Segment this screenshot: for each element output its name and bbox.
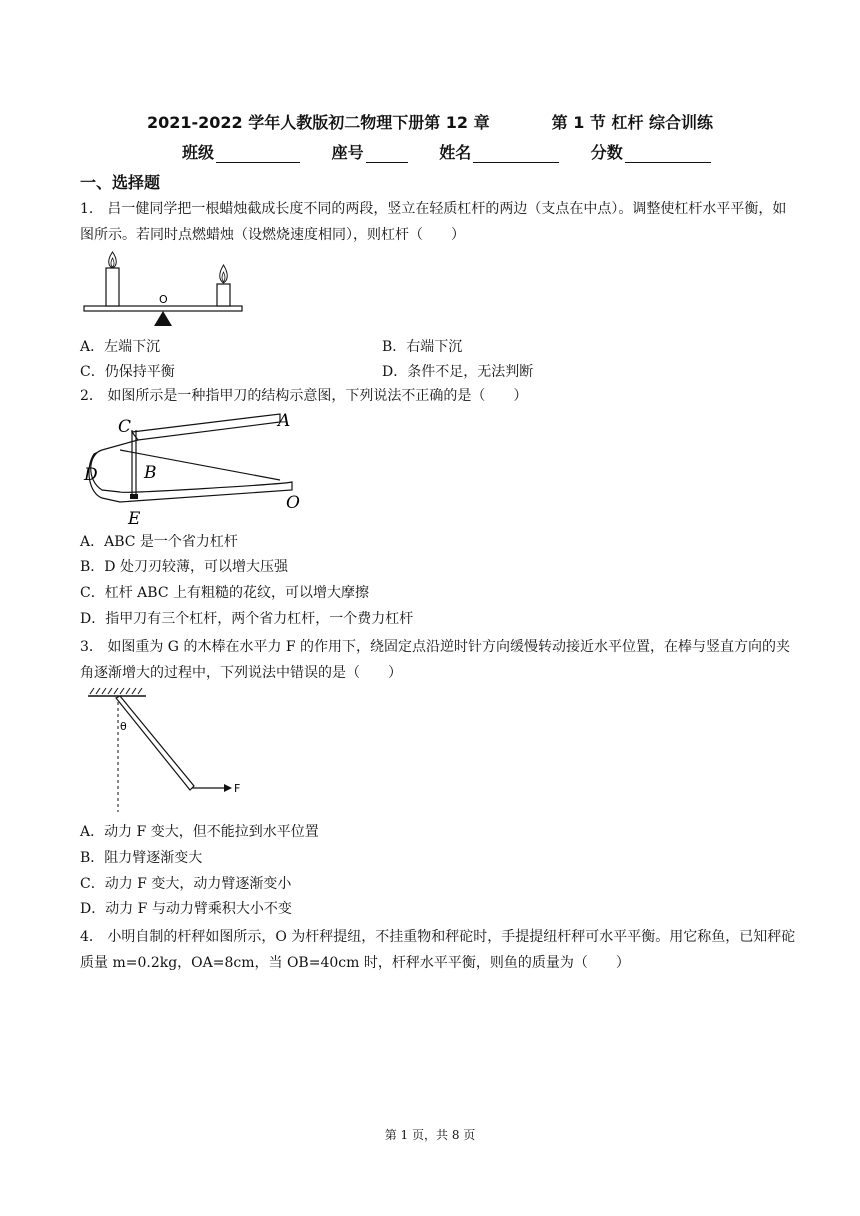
right-flame-icon	[220, 265, 228, 283]
fulcrum-icon	[154, 311, 172, 326]
page-title	[0, 110, 860, 133]
class-blank[interactable]	[216, 146, 300, 163]
force-label: F	[234, 782, 241, 795]
q1-option-c[interactable]: C．仍保持平衡	[80, 364, 175, 380]
question-1-text: 1． 吕一健同学把一根蜡烛截成长度不同的两段，竖立在轻质杠杆的两边（支点在中点）。调整使杠杆水平平衡，如图所示。若同时点燃蜡烛（设燃烧速度相同），则杠杆（ ）	[80, 201, 787, 243]
label-b: B	[144, 463, 157, 483]
q2-option-a[interactable]: A．ABC 是一个省力杠杆	[80, 534, 238, 550]
q3-option-d[interactable]: D．动力 F 与动力臂乘积大小不变	[80, 901, 292, 917]
q3-option-c[interactable]: C．动力 F 变大，动力臂逐渐变小	[80, 876, 292, 892]
title-left: 2021-2022 学年人教版初二物理下册第 12 章	[146, 113, 490, 132]
q3-option-b[interactable]: B．阻力臂逐渐变大	[80, 850, 203, 866]
question-3-text: 3． 如图重为 G 的木棒在水平力 F 的作用下，绕固定点沿逆时针方向缓慢转动接近水平位置，在棒与竖直方向的夹角逐渐增大的过程中，下列说法中错误的是（ ）	[80, 639, 791, 681]
label-c: C	[118, 417, 132, 437]
q2-nail-clipper-figure	[80, 410, 310, 528]
section-heading: 一、选择题	[80, 173, 161, 192]
name-field: 姓名	[439, 140, 559, 163]
page-footer: 第 1 页，共 8 页	[384, 1128, 476, 1142]
q1-option-b[interactable]: B．右端下沉	[382, 339, 463, 355]
student-info-line	[182, 140, 737, 163]
label-e: E	[128, 509, 141, 529]
score-blank[interactable]	[625, 146, 711, 163]
angle-label: θ	[120, 720, 127, 733]
title-right: 第 1 节 杠杆 综合训练	[551, 113, 714, 132]
q2-option-c[interactable]: C．杠杆 ABC 上有粗糙的花纹，可以增大摩擦	[80, 585, 369, 601]
question-2-text: 2． 如图所示是一种指甲刀的结构示意图，下列说法不正确的是（ ）	[80, 388, 528, 404]
class-field: 班级	[182, 140, 300, 163]
label-o: O	[286, 493, 300, 513]
q2-option-b[interactable]: B．D 处刀刃较薄，可以增大压强	[80, 559, 288, 575]
q1-option-a[interactable]: A．左端下沉	[80, 339, 161, 355]
right-candle	[217, 284, 230, 306]
lever-bar	[84, 306, 242, 311]
seat-field: 座号	[332, 140, 408, 163]
q1-option-d[interactable]: D．条件不足，无法判断	[382, 364, 534, 380]
q3-option-a[interactable]: A．动力 F 变大，但不能拉到水平位置	[80, 824, 319, 840]
left-flame-icon	[109, 252, 117, 268]
fulcrum-label: O	[159, 293, 168, 306]
q3-rod-figure	[84, 684, 254, 814]
wooden-rod	[116, 696, 194, 790]
question-4-text: 4． 小明自制的杆秤如图所示，O 为杆秤提纽，不挂重物和秤砣时，手提提纽杆秤可水平平衡。用它称鱼，已知秤砣质量 m=0.2kg，OA=8cm，当 OB=40cm 时，杆秤水平平衡，则鱼的质量为（ ）	[80, 929, 796, 971]
label-d: D	[84, 465, 98, 485]
name-blank[interactable]	[473, 146, 559, 163]
seat-blank[interactable]	[366, 146, 408, 163]
score-field: 分数	[591, 140, 711, 163]
q1-lever-figure	[84, 250, 244, 330]
label-a: A	[278, 411, 291, 431]
left-candle	[106, 268, 119, 306]
q2-option-d[interactable]: D．指甲刀有三个杠杆，两个省力杠杆，一个费力杠杆	[80, 611, 414, 627]
